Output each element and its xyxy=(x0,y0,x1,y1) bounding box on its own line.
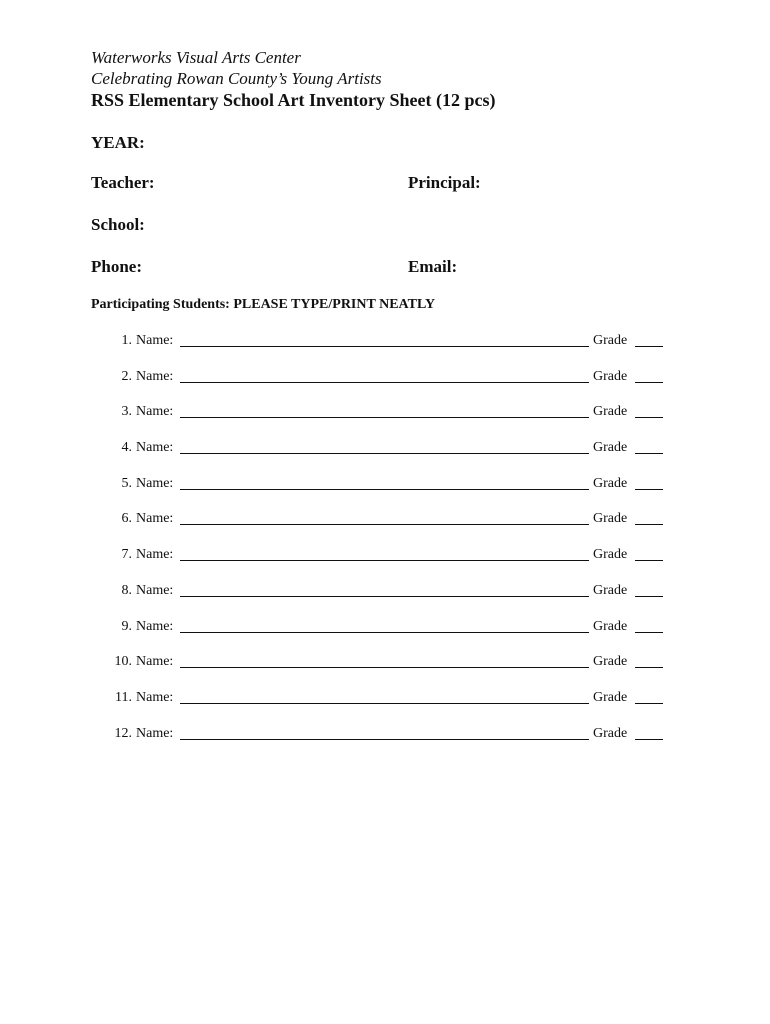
student-row-number: 5. xyxy=(121,475,132,491)
student-grade-field[interactable] xyxy=(635,489,663,490)
student-row xyxy=(0,582,770,618)
student-grade-label: Grade xyxy=(593,618,628,634)
email-label: Email: xyxy=(408,257,458,276)
teacher-label: Teacher: xyxy=(91,173,155,192)
sheet-title: RSS Elementary School Art Inventory Sheet (12 pcs) xyxy=(91,90,496,110)
participating-students-heading: Participating Students: PLEASE TYPE/PRINT NEATLY xyxy=(91,297,436,312)
student-grade-field[interactable] xyxy=(635,453,663,454)
student-name-field[interactable] xyxy=(180,703,589,704)
student-grade-label: Grade xyxy=(593,333,628,348)
student-row xyxy=(0,403,770,439)
student-grade-label: Grade xyxy=(593,475,628,491)
student-row-number: 2. xyxy=(121,368,132,384)
student-grade-field[interactable] xyxy=(635,632,663,633)
student-name-label: Name: xyxy=(136,333,174,348)
student-name-label: Name: xyxy=(136,404,174,420)
student-row-number: 12. xyxy=(114,725,132,741)
org-tagline: Celebrating Rowan County’s Young Artists xyxy=(91,69,382,88)
student-name-field[interactable] xyxy=(180,453,589,454)
student-name-field[interactable] xyxy=(180,739,589,740)
student-name-label: Name: xyxy=(136,511,174,527)
student-name-field[interactable] xyxy=(180,382,589,383)
student-row-number: 3. xyxy=(121,404,132,420)
school-label: School: xyxy=(91,215,145,234)
student-grade-field[interactable] xyxy=(635,560,663,561)
student-name-label: Name: xyxy=(136,475,174,491)
student-name-label: Name: xyxy=(136,654,174,670)
student-name-field[interactable] xyxy=(180,524,589,525)
year-label: YEAR: xyxy=(91,133,145,152)
student-row-number: 4. xyxy=(121,440,132,456)
student-name-label: Name: xyxy=(136,368,174,384)
student-grade-label: Grade xyxy=(593,440,628,456)
student-name-field[interactable] xyxy=(180,489,589,490)
student-row xyxy=(0,439,770,475)
student-row xyxy=(0,653,770,689)
student-row xyxy=(0,510,770,546)
student-grade-label: Grade xyxy=(593,511,628,527)
student-grade-label: Grade xyxy=(593,368,628,384)
student-name-label: Name: xyxy=(136,440,174,456)
student-grade-field[interactable] xyxy=(635,739,663,740)
student-grade-field[interactable] xyxy=(635,382,663,383)
student-name-field[interactable] xyxy=(180,560,589,561)
student-grade-label: Grade xyxy=(593,689,628,705)
student-row-number: 7. xyxy=(121,547,132,563)
student-name-label: Name: xyxy=(136,689,174,705)
student-grade-field[interactable] xyxy=(635,703,663,704)
student-grade-field[interactable] xyxy=(635,667,663,668)
student-row xyxy=(0,546,770,582)
org-name: Waterworks Visual Arts Center xyxy=(91,48,301,67)
student-row-number: 11. xyxy=(115,689,132,705)
student-row xyxy=(0,618,770,654)
student-row xyxy=(0,368,770,404)
student-row-number: 9. xyxy=(121,618,132,634)
student-row xyxy=(0,332,770,368)
student-grade-label: Grade xyxy=(593,725,628,741)
student-name-field[interactable] xyxy=(180,632,589,633)
student-row-number: 6. xyxy=(121,511,132,527)
student-grade-label: Grade xyxy=(593,582,628,598)
student-grade-field[interactable] xyxy=(635,596,663,597)
student-row xyxy=(0,725,770,761)
student-row xyxy=(0,689,770,725)
student-list xyxy=(0,332,770,760)
student-name-field[interactable] xyxy=(180,596,589,597)
student-row xyxy=(0,475,770,511)
student-name-field[interactable] xyxy=(180,417,589,418)
student-grade-label: Grade xyxy=(593,654,628,670)
student-row-number: 8. xyxy=(121,582,132,598)
student-grade-label: Grade xyxy=(593,547,628,563)
student-grade-label: Grade xyxy=(593,404,628,420)
student-row-number: 10. xyxy=(114,654,132,670)
phone-label: Phone: xyxy=(91,257,142,276)
student-name-label: Name: xyxy=(136,582,174,598)
principal-label: Principal: xyxy=(408,173,481,192)
student-grade-field[interactable] xyxy=(635,417,663,418)
student-row-number: 1. xyxy=(121,333,132,348)
student-grade-field[interactable] xyxy=(635,346,663,347)
student-name-label: Name: xyxy=(136,725,174,741)
student-grade-field[interactable] xyxy=(635,524,663,525)
student-name-label: Name: xyxy=(136,547,174,563)
student-name-field[interactable] xyxy=(180,667,589,668)
student-name-field[interactable] xyxy=(180,346,589,347)
student-name-label: Name: xyxy=(136,618,174,634)
